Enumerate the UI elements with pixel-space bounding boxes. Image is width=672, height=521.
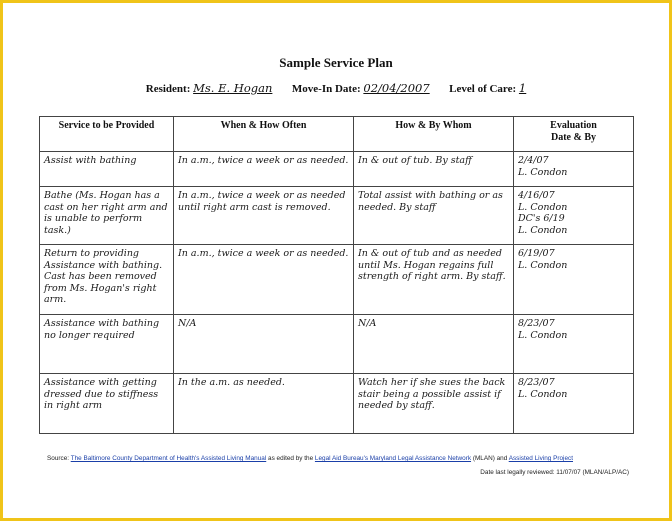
evaluation-cell bbox=[514, 374, 634, 434]
evaluation-cell bbox=[514, 152, 634, 187]
source-link-legal-aid[interactable]: Legal Aid Bureau's Maryland Legal Assistance Network bbox=[314, 455, 472, 462]
move-in-label: Move-In Date: bbox=[291, 83, 361, 95]
service-cell: Assistance with bathing no longer required bbox=[40, 315, 174, 374]
source-text: as edited by the bbox=[268, 455, 314, 462]
table-row bbox=[40, 187, 634, 245]
source-link-assisted-living[interactable]: Assisted Living Project bbox=[508, 455, 573, 462]
service-plan-table bbox=[39, 116, 634, 434]
when-cell: In a.m., twice a week or as needed. bbox=[174, 152, 354, 187]
when-cell: In a.m., twice a week or as needed until right arm cast is removed. bbox=[174, 187, 354, 245]
evaluation-line: L. Condon bbox=[518, 388, 568, 400]
how-cell: Watch her if she sues the back stair being a possible assist if needed by staff. bbox=[354, 374, 514, 434]
review-date-note: Date last legally reviewed: 11/07/07 (MLAN/ALP/AC) bbox=[480, 469, 629, 476]
evaluation-line: L. Condon bbox=[518, 224, 568, 236]
resident-label: Resident: bbox=[145, 83, 191, 95]
evaluation-line: DC's 6/19 bbox=[518, 213, 565, 224]
service-cell: Bathe (Ms. Hogan has a cast on her right arm and is unable to perform task.) bbox=[40, 187, 174, 245]
resident-value: Ms. E. Hogan bbox=[193, 81, 273, 95]
table-row bbox=[40, 374, 634, 434]
header-evaluation bbox=[514, 117, 634, 152]
table-row bbox=[40, 315, 634, 374]
when-cell: N/A bbox=[174, 315, 354, 374]
source-link-manual[interactable]: The Baltimore County Department of Health's Assisted Living Manual bbox=[70, 455, 267, 462]
when-cell: In the a.m. as needed. bbox=[174, 374, 354, 434]
how-cell: In & out of tub. By staff bbox=[354, 152, 514, 187]
header-evaluation-line2: Date & By bbox=[551, 132, 596, 143]
table-header-row bbox=[40, 117, 634, 152]
evaluation-line: L. Condon bbox=[518, 201, 568, 213]
evaluation-line: 8/23/07 bbox=[518, 318, 555, 329]
document-title: Sample Service Plan bbox=[279, 55, 393, 70]
evaluation-cell bbox=[514, 187, 634, 245]
evaluation-line: L. Condon bbox=[518, 329, 568, 341]
evaluation-line: 4/16/07 bbox=[518, 190, 555, 201]
evaluation-cell bbox=[514, 245, 634, 315]
how-cell: In & out of tub and as needed until Ms. Hogan regains full strength of right arm. By staff. bbox=[354, 245, 514, 315]
header-when: When & How Often bbox=[174, 117, 354, 152]
when-cell: In a.m., twice a week or as needed. bbox=[174, 245, 354, 315]
table-row bbox=[40, 152, 634, 187]
level-of-care-label: Level of Care: bbox=[449, 83, 517, 95]
header-evaluation-line1: Evaluation bbox=[550, 120, 597, 131]
table-row bbox=[40, 245, 634, 315]
header-how: How & By Whom bbox=[354, 117, 514, 152]
source-prefix: Source: bbox=[47, 455, 70, 462]
resident-info-line bbox=[3, 81, 669, 95]
service-cell: Assistance with getting dressed due to stiffness in right arm bbox=[40, 374, 174, 434]
evaluation-line: 2/4/07 bbox=[518, 155, 549, 166]
service-cell: Return to providing Assistance with bathing. Cast has been removed from Ms. Hogan's right arm. bbox=[40, 245, 174, 315]
how-cell: N/A bbox=[354, 315, 514, 374]
service-cell: Assist with bathing bbox=[40, 152, 174, 187]
how-cell: Total assist with bathing or as needed. By staff bbox=[354, 187, 514, 245]
source-note bbox=[47, 455, 573, 462]
evaluation-line: 6/19/07 bbox=[518, 248, 555, 259]
evaluation-line: L. Condon bbox=[518, 259, 568, 271]
source-text: (MLAN) and bbox=[472, 455, 508, 462]
header-service: Service to be Provided bbox=[40, 117, 174, 152]
level-of-care-value: 1 bbox=[518, 81, 527, 95]
evaluation-line: L. Condon bbox=[518, 166, 568, 178]
evaluation-cell bbox=[514, 315, 634, 374]
evaluation-line: 8/23/07 bbox=[518, 377, 555, 388]
move-in-value: 02/04/2007 bbox=[363, 81, 430, 95]
